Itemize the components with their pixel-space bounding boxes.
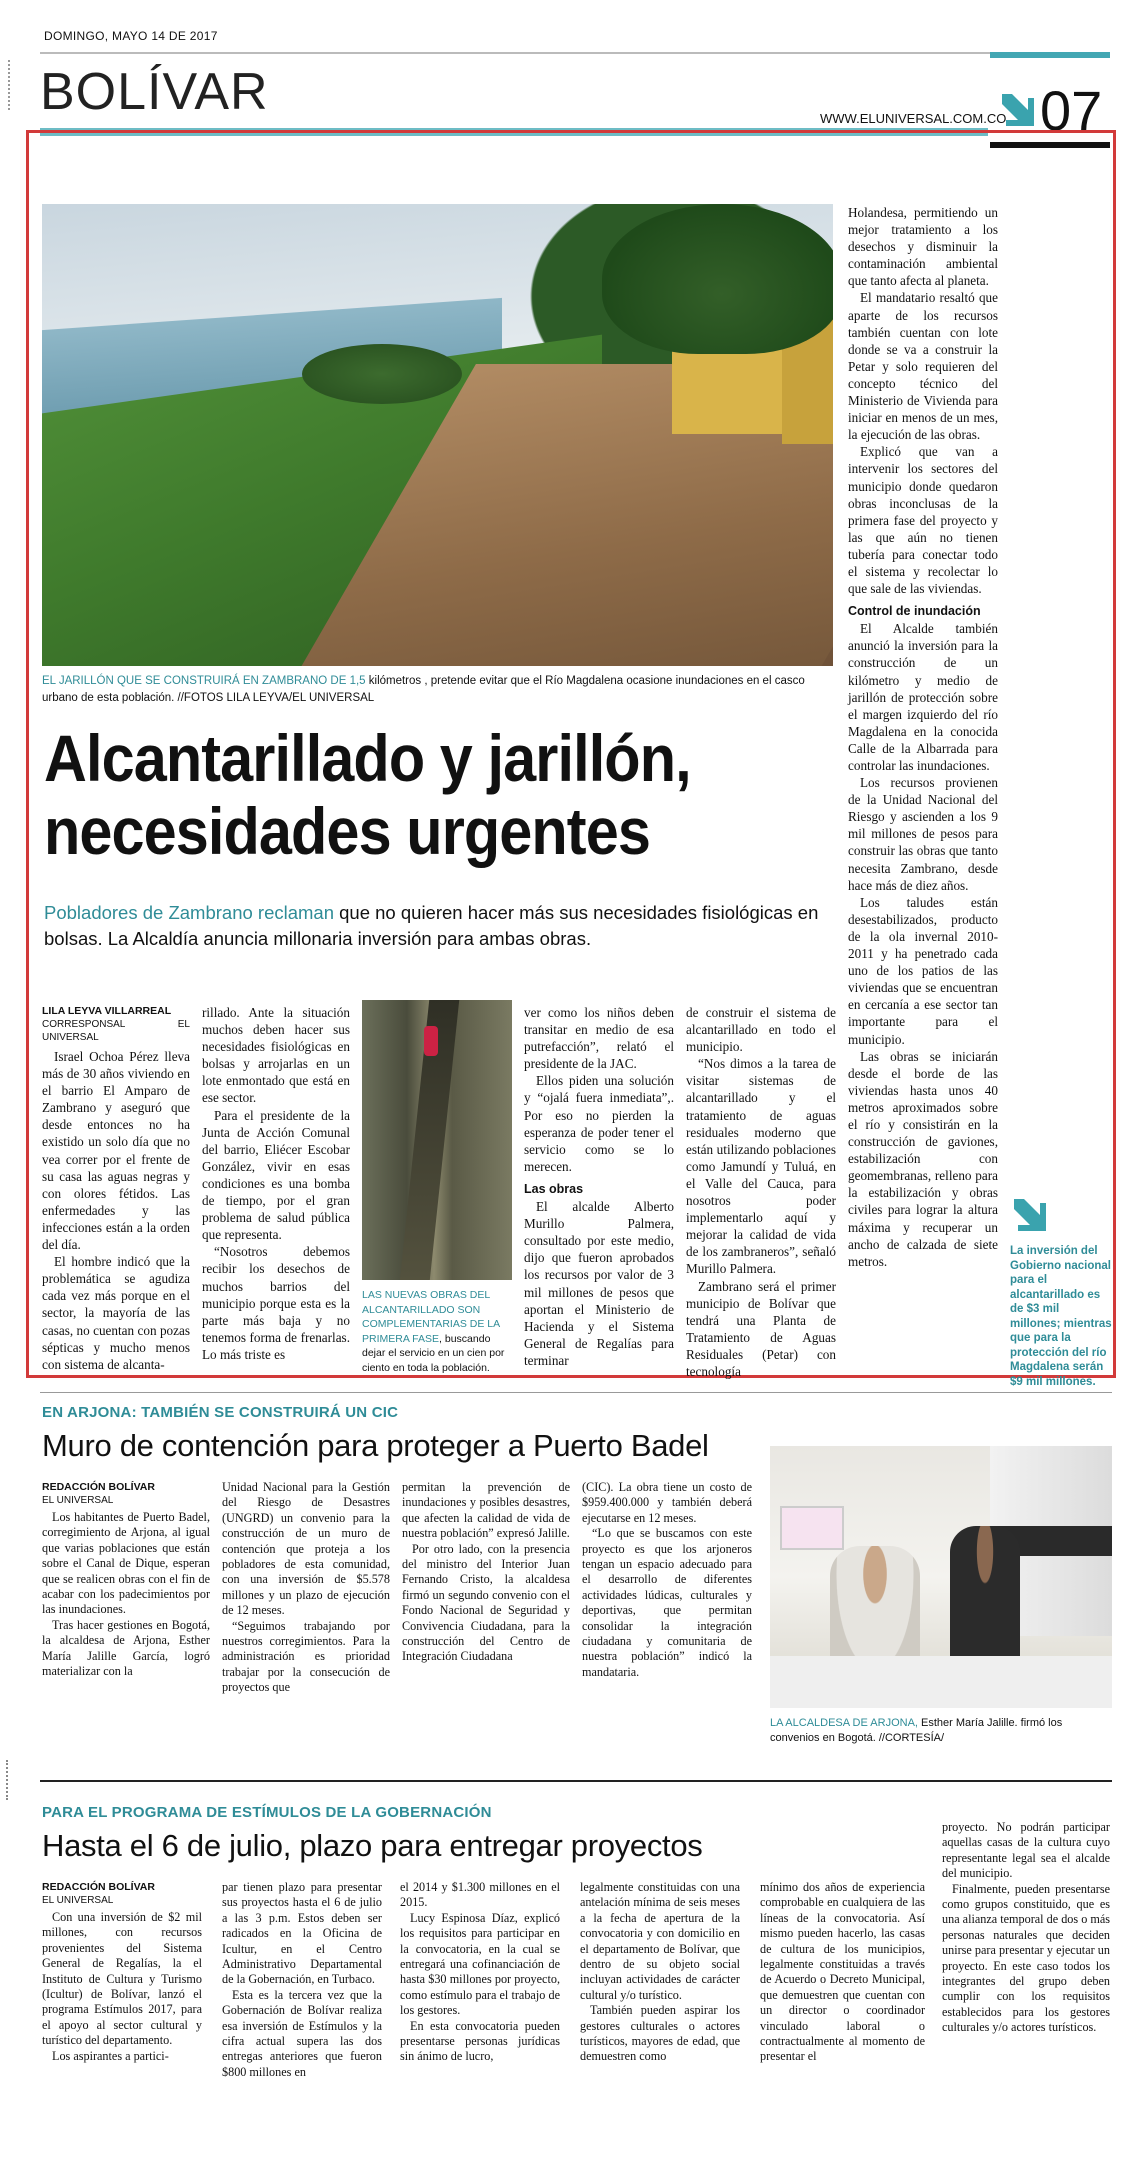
paragraph: Con una inversión de $2 mil millones, con recursos provenientes del Sistema General de Regalías, la el Instituto de Cultura y Turismo (Icultur) de Bolívar, lanzó el programa Estímulos 2017, para el apoyo al sector cultural y turístico del departamento. (42, 1910, 202, 2048)
article2-headline: Muro de contención para proteger a Puerto Badel (42, 1428, 709, 1463)
section-divider (40, 1392, 1112, 1393)
caption-text: , buscando dejar el servicio en un cien por ciento en toda la población. (362, 1332, 505, 1374)
paragraph: Holandesa, permitiendo un mejor tratamiento a los desechos y disminuir la contaminación ambiental que tanto afecta al planeta. (848, 205, 998, 289)
article3-col-1 (42, 1880, 202, 2064)
main-photo-caption (42, 673, 842, 707)
trench-photo (362, 1000, 512, 1280)
paragraph: Para el presidente de la Junta de Acción Comunal del barrio, Eliécer Escobar González, vivir en esas condiciones es una bomba de tiempo, por el gran problema de salud pública que representa. (202, 1107, 350, 1243)
paragraph: permitan la prevención de inundaciones y posibles desastres, que afecten la calidad de vida de nuestra población” expresó Jalille. (402, 1480, 570, 1541)
paragraph: mínimo dos años de experiencia comprobable en cualquiera de las líneas de la convocatoria. Así mismo pueden hacerlo, las casas de cultura de los municipios, legalmente constituidas a través de Acuerdo o Decreto Municipal, que demuestren que cuentan con un director o coordinador vinculado laboral o contractualmente al momento de presentar el (760, 1880, 925, 2064)
page-number: 07 (1040, 79, 1103, 142)
article3-headline: Hasta el 6 de julio, plazo para entregar proyectos (42, 1828, 703, 1863)
paragraph: de construir el sistema de alcantarillado en todo el municipio. (686, 1005, 836, 1055)
signing-photo (770, 1446, 1112, 1708)
main-col-5 (848, 204, 998, 1270)
deck-text: que no quieren hacer más sus necesidades fisiológicas en bolsas. La Alcaldía anuncia millonaria inversión para ambas obras. (44, 902, 819, 949)
main-col-1 (42, 1004, 190, 1373)
paragraph: par tienen plazo para presentar sus proyectos hasta el 6 de julio a las 3 p.m. Estos deben ser radicados en la Oficina de Icultur, en el Centro Administrativo Departamental de la Gobernación, en Turbaco. (222, 1880, 382, 1987)
main-col-4 (686, 1004, 836, 1380)
arrow-down-right-icon (998, 90, 1038, 130)
paragraph: Los habitantes de Puerto Badel, corregimiento de Arjona, al igual que varias poblaciones que están sobre el Canal de Dique, esperan que se realicen obras con el fin de acabar con los padecimientos por las inundaciones. (42, 1510, 210, 1617)
paragraph: Explicó que van a intervenir los sectores del municipio donde quedaron obras inconclusas de la primera fase del proyecto y las que aún no tienen tubería para conectar todo el sistema y recolectar lo que sale de las viviendas. (848, 444, 998, 597)
article2-col-2 (222, 1480, 390, 1696)
signing-photo-caption (770, 1716, 1112, 1746)
article3-col-2 (222, 1880, 382, 2080)
trench-photo-caption (362, 1288, 512, 1375)
section-divider (40, 1780, 1112, 1782)
paragraph: Tras hacer gestiones en Bogotá, la alcaldesa de Arjona, Esther María Jalille García, logró materializar con la (42, 1617, 210, 1679)
paragraph: El mandatario resaltó que aparte de los recursos también cuentan con lote donde se va a construir la Petar y solo requieren del concepto técnico del Ministerio de Vivienda para iniciar en menos de un mes, la ejecución de las obras. (848, 290, 998, 443)
header-accent-bar (990, 52, 1110, 58)
paragraph: También pueden aspirar los gestores culturales o actores turísticos, mayores de edad, que demuestren como (580, 2003, 740, 2064)
article2-col-1 (42, 1480, 210, 1679)
paragraph: “Lo que se buscamos con este proyecto es que los arjoneros tengan un espacio adecuado para el desarrollo de diferentes actividades lúdicas, culturales y deportivas, que permitan consolidar la integración ciudadana y comunitaria de nuestra población” indicó la mandataria. (582, 1526, 752, 1679)
paragraph: rillado. Ante la situación muchos deben hacer sus necesidades fisiológicas en bolsas y arrojarlas en un lote enmontado que está en ese sector. (202, 1005, 350, 1106)
byline-role: CORRESPONSAL EL UNIVERSAL (42, 1019, 190, 1043)
paragraph: (CIC). La obra tiene un costo de $959.400.000 y también deberá ejecutarse en 12 meses. (582, 1480, 752, 1525)
caption-lead: LAS NUEVAS OBRAS DEL ALCANTARILLADO SON COMPLEMENTARIAS DE LA PRIMERA FASE (362, 1289, 500, 1345)
main-headline: Alcantarillado y jarillón, necesidades urgentes (44, 721, 691, 868)
arrow-down-right-icon (1010, 1195, 1050, 1235)
article2-col-4 (582, 1480, 752, 1680)
paragraph: el 2014 y $1.300 millones en el 2015. (400, 1880, 560, 1910)
article3-col-5 (760, 1880, 925, 2065)
pull-quote: La inversión del Gobierno nacional para el alcantarillado es de $3 mil millones; mientras que para la protección del río Magdalena serán $9 mil millones. (1010, 1245, 1112, 1388)
deck-highlight: Pobladores de Zambrano reclaman (44, 902, 334, 923)
paragraph: Los aspirantes a partici- (52, 2048, 169, 2063)
byline: REDACCIÓN BOLÍVAR (42, 1881, 155, 1893)
paragraph: Esta es la tercera vez que la Gobernación de Bolívar realiza esa inversión de Estímulos y la cifra actual supera las dos entregas anteriores que fueron $800 millones en (222, 1987, 382, 2079)
paragraph: Unidad Nacional para la Gestión del Riesgo de Desastres (UNGRD) un convenio para la construcción de un muro de contención que proteja a los pobladores de esta comunidad, con una inversión de $5.578 millones y un plazo de ejecución de 12 meses. (222, 1480, 390, 1618)
caption-text: kilómetros , pretende evitar que el Río Magdalena ocasione inundaciones en el casco urbano de esta población. //FOTOS LILA LEYVA/EL UNIVERSAL (42, 675, 805, 704)
paragraph: “Nosotros debemos recibir los desechos de muchos barrios del municipio porque esta es la parte más baja y no tenemos forma de frenarlas. Lo más triste es (202, 1244, 350, 1362)
paragraph: Los taludes están desestabilizados, producto de la ola invernal 2010-2011 y ha penetrado cada uno de los patios de las viviendas que se encuentran en cercanía a ese sector tan importante para el municipio. (848, 894, 998, 1047)
subhead-control-inundacion: Control de inundación (848, 604, 981, 619)
paragraph: El hombre indicó que la problemática se agudiza cada vez más porque en el sector, la mayoría de las casas, no cuentan con pozas sépticas y mucho menos con sistema de alcanta- (42, 1254, 190, 1372)
byline: REDACCIÓN BOLÍVAR (42, 1481, 155, 1493)
main-photo (42, 204, 833, 666)
paragraph: “Nos dimos a la tarea de visitar sistemas de alcantarillado y el tratamiento de aguas residuales moderno que están utilizando poblaciones como Jamundí y Tuluá, en el Valle del Cauca, para nosotros poder implementarlo aquí y mejorar la calidad de vida de los zambraneros”, señaló Murillo Palmera. (686, 1056, 836, 1277)
issue-date: DOMINGO, MAYO 14 DE 2017 (44, 29, 218, 43)
paragraph: Israel Ochoa Pérez lleva más de 30 años viviendo en el barrio El Amparo de Zambrano y aseguró que desde entonces no ha existido un solo día que no vea correr por el frente de su casa las aguas negras y con olores fétidos. Las enfermedades y las infecciones están a la orden del día. (42, 1049, 190, 1253)
section-title: BOLÍVAR (40, 63, 269, 121)
paragraph: Ellos piden una solución y “ojalá fuera inmediata”,. Por eso no pierden la esperanza de poder tener el servicio como se lo merecen. (524, 1073, 674, 1174)
caption-lead: EL JARILLÓN QUE SE CONSTRUIRÁ EN ZAMBRANO DE 1,5 (42, 675, 366, 687)
article2-col-3 (402, 1480, 570, 1665)
paragraph: Las obras se iniciarán desde el borde de las viviendas hasta unos 40 metros aproximados sobre el río y consistirán en la construcción de gaviones, estabilización con geomembranas, relleno para la estabilización y obras civiles para lograr la altura máxima y recuperar un ancho de calzada de siete metros. (848, 1048, 998, 1269)
main-col-2 (202, 1004, 350, 1363)
byline-role: EL UNIVERSAL (42, 1895, 114, 1906)
byline-role: EL UNIVERSAL (42, 1495, 114, 1506)
paragraph: proyecto. No podrán participar aquellas casas de la cultura cuyo representante legal sea el alcalde del municipio. (942, 1820, 1110, 1881)
paragraph: En esta convocatoria pueden presentarse personas jurídicas sin ánimo de lucro, (400, 2018, 560, 2064)
article3-col-4 (580, 1880, 740, 2065)
paragraph: “Seguimos trabajando por nuestros corregimientos. Para la administración es prioridad trabajar por la consecución de proyectos que (222, 1618, 390, 1695)
paragraph: Finalmente, pueden presentarse como grupos constituido, que es una alianza temporal de dos o más personas naturales que deciden unirse para presentar y ejecutar un proyecto. En este caso todos los integrantes del grupo deben cumplir con los requisitos establecidos para los gestores culturales y/o actores turísticos. (942, 1881, 1110, 2035)
website-url: WWW.ELUNIVERSAL.COM.CO (820, 111, 1007, 126)
article3-col-3 (400, 1880, 560, 2065)
subhead-las-obras: Las obras (524, 1181, 584, 1196)
byline: LILA LEYVA VILLARREAL (42, 1005, 172, 1017)
article3-kicker: PARA EL PROGRAMA DE ESTÍMULOS DE LA GOBERNACIÓN (42, 1804, 492, 1821)
header-rule (40, 52, 1110, 54)
caption-text: Esther María Jalille. firmó los convenios en Bogotá. //CORTESÍA/ (770, 1717, 1063, 1744)
paragraph: legalmente constituidas con una antelación mínima de seis meses a la fecha de apertura de la convocatoria y con domicilio en el departamento de Bolívar, que dentro de su objeto social incluyan actividades de carácter cultural y/o turístico. (580, 1880, 740, 2002)
scan-edge-marks (8, 60, 20, 110)
paragraph: El Alcalde también anunció la inversión para la construcción de un kilómetro y medio de jarillón de protección sobre el margen izquierdo del río Magdalena en la conocida Calle de la Albarrada para controlar las inundaciones. (848, 621, 998, 773)
article3-col-6 (942, 1820, 1110, 2036)
paragraph: ver como los niños deben transitar en medio de esa putrefacción”, relató el presidente de la JAC. (524, 1005, 674, 1072)
article2-kicker: EN ARJONA: TAMBIÉN SE CONSTRUIRÁ UN CIC (42, 1404, 399, 1421)
paragraph: Zambrano será el primer municipio de Bolívar que tendrá una Planta de Tratamiento de Aguas Residuales (Petar) con tecnología (686, 1278, 836, 1379)
paragraph: El alcalde Alberto Murillo Palmera, consultado por este medio, dijo que fueron aprobados los recursos por valor de 3 mil millones de pesos que aportan el Ministerio de Hacienda y el Sistema General de Regalías para terminar (524, 1199, 674, 1368)
paragraph: Los recursos provienen de la Unidad Nacional del Riesgo y ascienden a los 9 mil millones de pesos para construir las obras que tanto necesita Zambrano, desde hace más de diez años. (848, 775, 998, 893)
main-col-3 (524, 1004, 674, 1369)
caption-lead: LA ALCALDESA DE ARJONA, (770, 1717, 918, 1729)
paragraph: Por otro lado, con la presencia del ministro del Interior Juan Fernando Cristo, la alcaldesa firmó un segundo convenio con el Fondo Nacional de Seguridad y Convivencia Ciudadana, para la construcción del Centro de Integración Ciudadana (402, 1541, 570, 1664)
main-deck (44, 900, 844, 952)
paragraph: Lucy Espinosa Díaz, explicó los requisitos para participar en la convocatoria, en la cual se entregará una cofinanciación de hasta $30 millones por proyecto, como estímulo para el trabajo de los gestores. (400, 1910, 560, 2018)
scan-edge-marks (6, 1760, 10, 1800)
